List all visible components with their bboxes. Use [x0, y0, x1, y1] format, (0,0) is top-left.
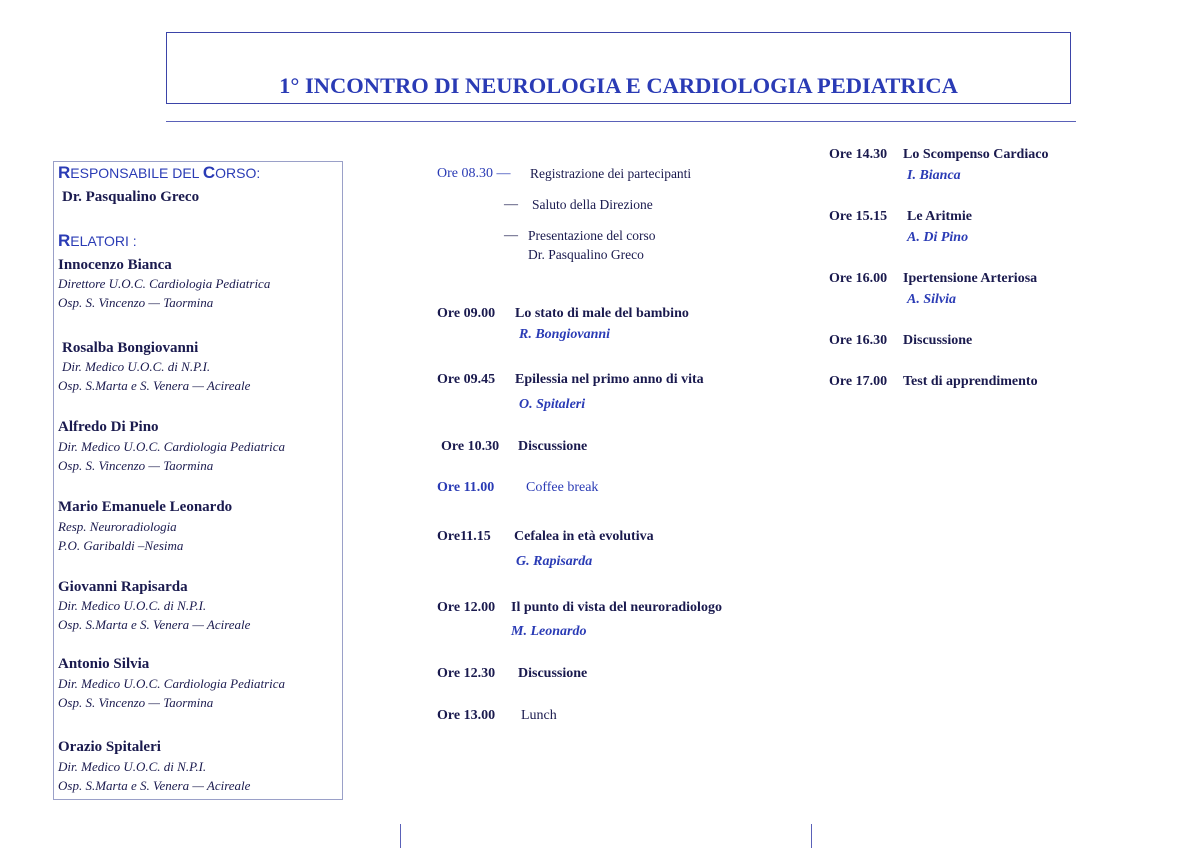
relatore-place: P.O. Garibaldi –Nesima [58, 538, 184, 553]
session-time: Ore 13.00 [437, 708, 496, 723]
fold-mark [400, 824, 401, 848]
heading-initial: R [58, 163, 71, 182]
session-speaker: O. Spitaleri [519, 397, 586, 412]
session-time: Ore 11.00 [437, 480, 495, 495]
session-time: Ore 17.00 [829, 374, 888, 389]
session-time: Ore 16.30 [829, 333, 888, 348]
heading-rest: ELATORI : [70, 233, 137, 249]
session-title: Epilessia nel primo anno di vita [515, 372, 704, 387]
relatore-place: Osp. S.Marta e S. Venera — Acireale [58, 617, 251, 632]
relatore-role: Direttore U.O.C. Cardiologia Pediatrica [58, 276, 271, 291]
session-title: Lunch [521, 708, 557, 723]
session-title: Coffee break [526, 480, 599, 495]
relatore-role: Dir. Medico U.O.C. di N.P.I. [58, 598, 207, 613]
session-time: Ore 16.00 [829, 271, 888, 286]
session-speaker: A. Di Pino [907, 230, 969, 245]
session-time: Ore 12.30 [437, 666, 496, 681]
page-title: 1° INCONTRO DI NEUROLOGIA E CARDIOLOGIA PEDIATRICA [279, 73, 958, 98]
relatore-name: Alfredo Di Pino [58, 419, 159, 435]
relatore-name: Mario Emanuele Leonardo [58, 499, 233, 515]
heading-initial: C [202, 163, 216, 182]
title-divider [166, 121, 1076, 122]
session-title: Discussione [903, 333, 973, 348]
relatori-heading [58, 231, 137, 251]
relatore-role: Dir. Medico U.O.C. Cardiologia Pediatrica [58, 439, 286, 454]
session-title: Discussione [518, 439, 588, 454]
session-title: Il punto di vista del neuroradiologo [511, 600, 722, 615]
responsabile-name: Dr. Pasqualino Greco [62, 189, 200, 205]
session-speaker: M. Leonardo [511, 624, 587, 639]
responsabile-heading [58, 163, 260, 183]
session-speaker: R. Bongiovanni [519, 327, 611, 342]
session-time: Ore 09.45 [437, 372, 496, 387]
session-title: Lo stato di male del bambino [515, 306, 689, 321]
dash-marker: — [504, 197, 518, 212]
relatore-place: Osp. S. Vincenzo — Taormina [58, 695, 214, 710]
relatore-name: Innocenzo Bianca [58, 257, 172, 273]
relatore-place: Osp. S.Marta e S. Venera — Acireale [58, 378, 251, 393]
relatore-role: Dir. Medico U.O.C. di N.P.I. [62, 359, 211, 374]
registration-label: Registrazione dei partecipanti [530, 166, 692, 181]
relatore-role: Resp. Neuroradiologia [58, 519, 177, 534]
session-time: Ore 12.00 [437, 600, 496, 615]
relatore-role: Dir. Medico U.O.C. Cardiologia Pediatrica [58, 676, 286, 691]
relatore-place: Osp. S. Vincenzo — Taormina [58, 295, 214, 310]
session-speaker: A. Silvia [907, 292, 957, 307]
relatore-name: Rosalba Bongiovanni [62, 340, 199, 356]
heading-initial: R [58, 231, 71, 250]
relatore-role: Dir. Medico U.O.C. di N.P.I. [58, 759, 207, 774]
session-title: Ipertensione Arteriosa [903, 271, 1038, 286]
session-title: Lo Scompenso Cardiaco [903, 147, 1049, 162]
relatore-place: Osp. S.Marta e S. Venera — Acireale [58, 778, 251, 793]
session-time: Ore 15.15 [829, 209, 888, 224]
session-title: Discussione [518, 666, 588, 681]
dash-marker: — [504, 228, 518, 243]
fold-mark [811, 824, 812, 848]
presentazione-speaker: Dr. Pasqualino Greco [528, 247, 644, 262]
session-title: Cefalea in età evolutiva [514, 529, 654, 544]
session-speaker: G. Rapisarda [516, 554, 593, 569]
presentazione-label: Presentazione del corso [528, 228, 656, 243]
session-title: Le Aritmie [907, 209, 972, 224]
relatore-place: Osp. S. Vincenzo — Taormina [58, 458, 214, 473]
relatore-name: Antonio Silvia [58, 656, 150, 672]
registration-time: Ore 08.30 — [437, 166, 511, 181]
session-time: Ore 14.30 [829, 147, 888, 162]
session-time: Ore11.15 [437, 529, 491, 544]
session-speaker: I. Bianca [907, 168, 961, 183]
heading-rest: ORSO: [215, 165, 261, 181]
session-time: Ore 10.30 [441, 439, 500, 454]
relatore-name: Orazio Spitaleri [58, 739, 161, 755]
session-title: Test di apprendimento [903, 374, 1038, 389]
session-time: Ore 09.00 [437, 306, 496, 321]
saluto-label: Saluto della Direzione [532, 197, 653, 212]
relatore-name: Giovanni Rapisarda [58, 579, 188, 595]
heading-rest: ESPONSABILE DEL [70, 165, 203, 181]
